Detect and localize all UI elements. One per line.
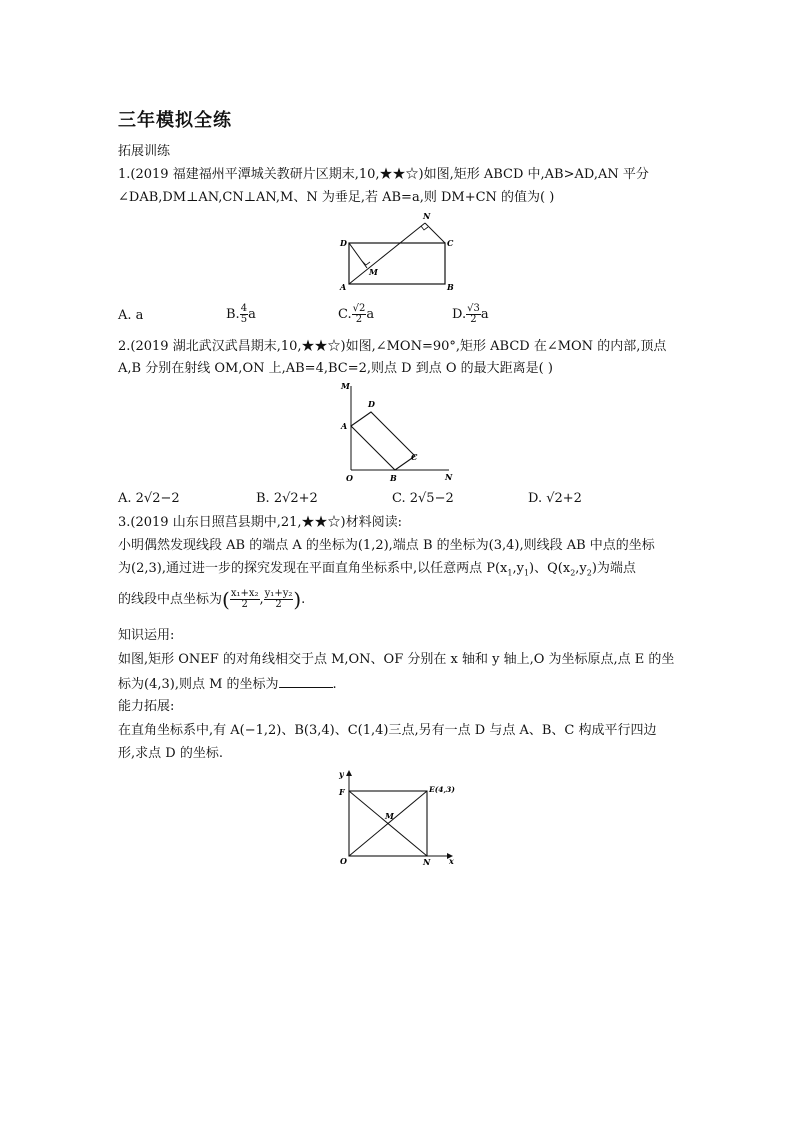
q2-label-o: O — [346, 473, 353, 483]
q3-label-y: y — [339, 769, 344, 779]
q1-stem-line1: 1.(2019 福建福州平潭城关教研片区期末,10,★★☆)如图,矩形 ABCD 中,AB>AD,AN 平分 — [118, 167, 649, 182]
q2-label-b: B — [390, 473, 397, 483]
page-title: 三年模拟全练 — [118, 110, 232, 131]
q1-option-a: A. a — [118, 308, 144, 323]
q3-midpoint-formula: 的线段中点坐标为( $\frac{\text{x₁+x₂}}{2}$ , $\frac{\text{y₁+y₂}}{2}$ ). — [118, 587, 306, 612]
q2-label-n: N — [445, 472, 453, 482]
q2-option-d: D. √2+2 — [528, 491, 582, 506]
q2-label-d: D — [368, 399, 375, 409]
q2-figure — [335, 380, 465, 486]
q3-label-e: E(4,3) — [429, 785, 455, 794]
q2-label-a: A — [341, 421, 348, 431]
q3-stem-line1: 3.(2019 山东日照莒县期中,21,★★☆)材料阅读: — [118, 515, 402, 530]
q2-option-b: B. 2√2+2 — [256, 491, 318, 506]
q1-label-d: D — [340, 238, 347, 248]
q1-label-a: A — [340, 282, 347, 292]
q3-label-m: M — [385, 811, 394, 821]
knowledge-line2: 标为(4,3),则点 M 的坐标为 . — [118, 677, 337, 692]
q1-label-m: M — [369, 267, 378, 277]
q3-stem-line3: 为(2,3),通过进一步的探究发现在平面直角坐标系中,以任意两点 $P(x_1,y_1)$、$Q(x_2,y_2)$为端点 — [118, 561, 636, 578]
q2-stem-line2: A,B 分别在射线 OM,ON 上,AB=4,BC=2,则点 D 到点 O 的最大距离是( ) — [118, 361, 553, 376]
q2-option-a: A. 2√2−2 — [118, 491, 180, 506]
q3-label-f: F — [339, 787, 345, 797]
knowledge-application-title: 知识运用: — [118, 628, 175, 643]
ability-line2: 形,求点 D 的坐标. — [118, 746, 223, 761]
ability-extension-title: 能力拓展: — [118, 699, 175, 714]
q1-option-d: D. $\frac{√3}{2}$ a — [452, 303, 489, 325]
q3-figure — [335, 768, 465, 866]
q2-label-m: M — [341, 381, 350, 391]
q1-option-c: C. $\frac{√2}{2}$ a — [338, 303, 375, 325]
q3-stem-line2: 小明偶然发现线段 AB 的端点 A 的坐标为(1,2),端点 B 的坐标为(3,4),则线段 AB 中点的坐标 — [118, 538, 655, 553]
q2-option-c: C. 2√5−2 — [392, 491, 454, 506]
ability-line1: 在直角坐标系中,有 A(−1,2)、B(3,4)、C(1,4)三点,另有一点 D 与点 A、B、C 构成平行四边 — [118, 723, 657, 738]
q2-stem-line1: 2.(2019 湖北武汉武昌期末,10,★★☆)如图,∠MON=90°,矩形 ABCD 在∠MON 的内部,顶点 — [118, 339, 667, 354]
q3-label-x: x — [449, 856, 454, 866]
q1-figure — [335, 208, 465, 293]
q1-label-c: C — [447, 238, 454, 248]
q1-label-b: B — [447, 282, 454, 292]
section-heading: 拓展训练 — [118, 144, 171, 159]
q3-label-o: O — [340, 856, 347, 866]
answer-blank — [279, 675, 333, 688]
q3-label-n: N — [423, 857, 431, 866]
q2-label-c: C — [411, 452, 418, 462]
q1-label-n: N — [423, 211, 431, 221]
q1-stem-line2: ∠DAB,DM⊥AN,CN⊥AN,M、N 为垂足,若 AB=a,则 DM+CN 的值为( ) — [118, 190, 555, 205]
knowledge-line1: 如图,矩形 ONEF 的对角线相交于点 M,ON、OF 分别在 x 轴和 y 轴上,O 为坐标原点,点 E 的坐 — [118, 652, 675, 667]
q1-option-b: B. $\frac{4}{5}$ a — [226, 303, 256, 325]
